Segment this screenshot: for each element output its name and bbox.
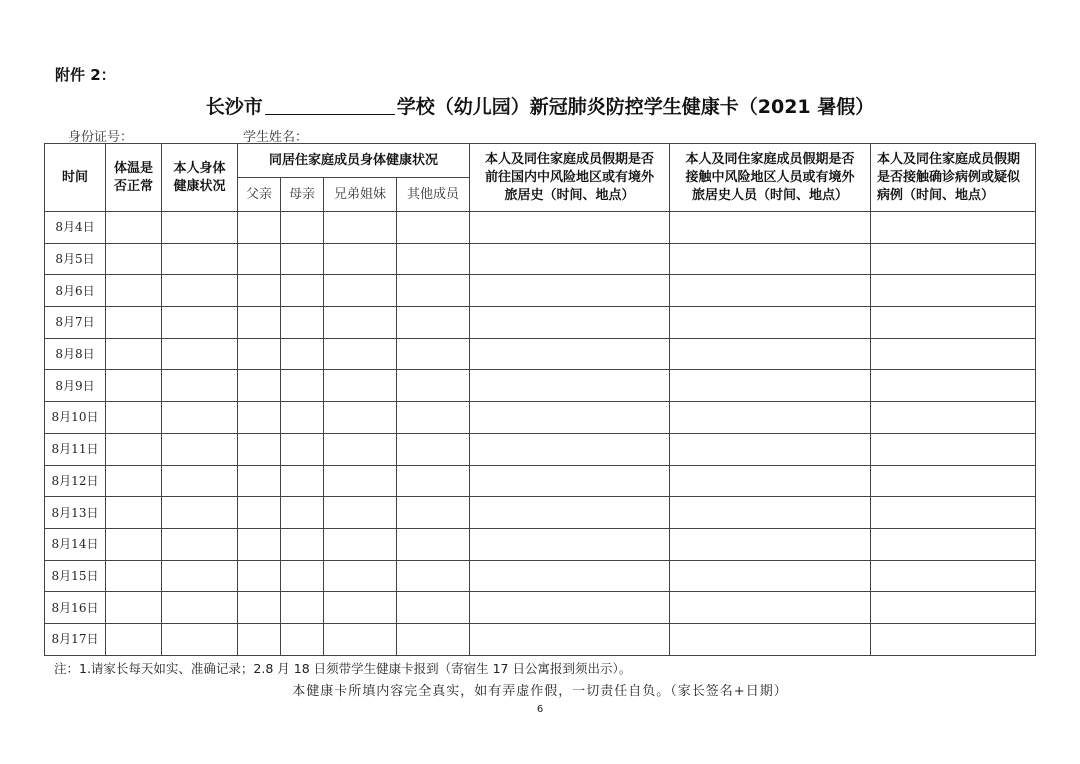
entry-cell[interactable]: [470, 560, 670, 592]
entry-cell[interactable]: [397, 243, 470, 275]
entry-cell[interactable]: [670, 560, 871, 592]
entry-cell[interactable]: [106, 275, 162, 307]
entry-cell[interactable]: [470, 465, 670, 497]
entry-cell[interactable]: [324, 623, 397, 655]
entry-cell[interactable]: [281, 307, 324, 339]
entry-cell[interactable]: [238, 402, 281, 434]
table-row: [45, 243, 1036, 275]
entry-cell[interactable]: [397, 275, 470, 307]
entry-cell[interactable]: [324, 275, 397, 307]
entry-cell[interactable]: [324, 465, 397, 497]
entry-cell[interactable]: [470, 402, 670, 434]
entry-cell[interactable]: [324, 560, 397, 592]
header-mother: 母亲: [281, 178, 324, 212]
entry-cell[interactable]: [162, 243, 238, 275]
entry-cell[interactable]: [397, 212, 470, 244]
row-date: 8月11日: [45, 433, 106, 465]
entry-cell[interactable]: [106, 465, 162, 497]
entry-cell[interactable]: [470, 370, 670, 402]
entry-cell[interactable]: [281, 560, 324, 592]
entry-cell[interactable]: [162, 370, 238, 402]
table-row: [45, 433, 1036, 465]
entry-cell[interactable]: [238, 465, 281, 497]
table-row: [45, 497, 1036, 529]
table-row: [45, 528, 1036, 560]
entry-cell[interactable]: [281, 338, 324, 370]
entry-cell[interactable]: [670, 307, 871, 339]
entry-cell[interactable]: [162, 338, 238, 370]
entry-cell[interactable]: [324, 370, 397, 402]
row-date: 8月4日: [45, 212, 106, 244]
header-temperature: 体温是 否正常: [106, 144, 162, 212]
entry-cell[interactable]: [470, 243, 670, 275]
entry-cell[interactable]: [470, 623, 670, 655]
entry-cell[interactable]: [162, 560, 238, 592]
header-travel-risk: 本人及同住家庭成员假期是否 前往国内中风险地区或有境外 旅居史（时间、地点）: [470, 144, 670, 212]
entry-cell[interactable]: [324, 497, 397, 529]
page-title: [0, 92, 1080, 119]
entry-cell[interactable]: [106, 433, 162, 465]
entry-cell[interactable]: [281, 402, 324, 434]
entry-cell[interactable]: [324, 338, 397, 370]
header-time: 时间: [45, 144, 106, 212]
entry-cell[interactable]: [238, 433, 281, 465]
entry-cell[interactable]: [470, 433, 670, 465]
table-row: [45, 370, 1036, 402]
entry-cell[interactable]: [871, 243, 1036, 275]
row-date: 8月10日: [45, 402, 106, 434]
entry-cell[interactable]: [670, 433, 871, 465]
entry-cell[interactable]: [470, 338, 670, 370]
entry-cell[interactable]: [324, 433, 397, 465]
entry-cell[interactable]: [238, 560, 281, 592]
id-number-label: 身份证号：: [68, 130, 134, 145]
entry-cell[interactable]: [106, 212, 162, 244]
header-father: 父亲: [238, 178, 281, 212]
entry-cell[interactable]: [871, 212, 1036, 244]
entry-cell[interactable]: [871, 497, 1036, 529]
entry-cell[interactable]: [281, 528, 324, 560]
entry-cell[interactable]: [324, 402, 397, 434]
row-date: 8月8日: [45, 338, 106, 370]
entry-cell[interactable]: [670, 592, 871, 624]
entry-cell[interactable]: [281, 433, 324, 465]
header-health: 本人身体 健康状况: [162, 144, 238, 212]
attachment-label: 附件 2：: [55, 66, 116, 84]
entry-cell[interactable]: [238, 243, 281, 275]
entry-cell[interactable]: [670, 528, 871, 560]
entry-cell[interactable]: [238, 592, 281, 624]
row-date: 8月15日: [45, 560, 106, 592]
entry-cell[interactable]: [871, 623, 1036, 655]
table-row: [45, 307, 1036, 339]
table-row: [45, 275, 1036, 307]
table-row: [45, 338, 1036, 370]
entry-cell[interactable]: [106, 592, 162, 624]
entry-cell[interactable]: [670, 212, 871, 244]
table-row: [45, 623, 1036, 655]
entry-cell[interactable]: [670, 275, 871, 307]
table-row: [45, 560, 1036, 592]
entry-cell[interactable]: [281, 243, 324, 275]
entry-cell[interactable]: [397, 592, 470, 624]
note-declaration: 本健康卡所填内容完全真实，如有弄虚作假，一切责任自负。（家长签名+日期）: [292, 684, 788, 699]
entry-cell[interactable]: [397, 370, 470, 402]
row-date: 8月9日: [45, 370, 106, 402]
entry-cell[interactable]: [162, 275, 238, 307]
row-date: 8月14日: [45, 528, 106, 560]
table-body: [45, 212, 1036, 656]
entry-cell[interactable]: [670, 338, 871, 370]
entry-cell[interactable]: [871, 370, 1036, 402]
entry-cell[interactable]: [670, 243, 871, 275]
entry-cell[interactable]: [871, 338, 1036, 370]
entry-cell[interactable]: [106, 243, 162, 275]
header-contact-case: 本人及同住家庭成员假期 是否接触确诊病例或疑似 病例（时间、地点）: [871, 144, 1036, 212]
page-number: 6: [536, 704, 544, 715]
header-siblings: 兄弟姐妹: [324, 178, 397, 212]
entry-cell[interactable]: [162, 307, 238, 339]
entry-cell[interactable]: [162, 433, 238, 465]
entry-cell[interactable]: [106, 307, 162, 339]
entry-cell[interactable]: [871, 560, 1036, 592]
entry-cell[interactable]: [397, 307, 470, 339]
entry-cell[interactable]: [397, 402, 470, 434]
row-date: 8月17日: [45, 623, 106, 655]
entry-cell[interactable]: [397, 560, 470, 592]
entry-cell[interactable]: [238, 370, 281, 402]
entry-cell[interactable]: [670, 402, 871, 434]
entry-cell[interactable]: [281, 592, 324, 624]
entry-cell[interactable]: [470, 592, 670, 624]
row-date: 8月12日: [45, 465, 106, 497]
row-date: 8月7日: [45, 307, 106, 339]
entry-cell[interactable]: [397, 433, 470, 465]
entry-cell[interactable]: [670, 623, 871, 655]
entry-cell[interactable]: [871, 592, 1036, 624]
entry-cell[interactable]: [106, 402, 162, 434]
entry-cell[interactable]: [106, 528, 162, 560]
entry-cell[interactable]: [324, 243, 397, 275]
header-other-members: 其他成员: [397, 178, 470, 212]
entry-cell[interactable]: [162, 402, 238, 434]
entry-cell[interactable]: [106, 338, 162, 370]
entry-cell[interactable]: [281, 370, 324, 402]
entry-cell[interactable]: [281, 212, 324, 244]
entry-cell[interactable]: [871, 402, 1036, 434]
entry-cell[interactable]: [324, 307, 397, 339]
entry-cell[interactable]: [871, 528, 1036, 560]
entry-cell[interactable]: [470, 497, 670, 529]
entry-cell[interactable]: [238, 497, 281, 529]
entry-cell[interactable]: [281, 275, 324, 307]
entry-cell[interactable]: [670, 497, 871, 529]
row-date: 8月5日: [45, 243, 106, 275]
entry-cell[interactable]: [470, 307, 670, 339]
entry-cell[interactable]: [670, 465, 871, 497]
entry-cell[interactable]: [162, 212, 238, 244]
title-suffix: 学校（幼儿园）新冠肺炎防控学生健康卡（2021 暑假）: [396, 96, 875, 118]
entry-cell[interactable]: [871, 465, 1036, 497]
entry-cell[interactable]: [397, 465, 470, 497]
title-prefix: 长沙市: [205, 96, 263, 118]
entry-cell[interactable]: [162, 497, 238, 529]
entry-cell[interactable]: [324, 528, 397, 560]
entry-cell[interactable]: [871, 275, 1036, 307]
entry-cell[interactable]: [670, 370, 871, 402]
entry-cell[interactable]: [238, 307, 281, 339]
entry-cell[interactable]: [162, 528, 238, 560]
entry-cell[interactable]: [106, 623, 162, 655]
entry-cell[interactable]: [397, 497, 470, 529]
note-instructions: 注：1.请家长每天如实、准确记录；2.8 月 18 日须带学生健康卡报到（寄宿生 17 日公寓报到须出示）。: [54, 661, 632, 676]
row-date: 8月13日: [45, 497, 106, 529]
header-family-health: 同居住家庭成员身体健康状况: [238, 144, 470, 178]
entry-cell[interactable]: [324, 592, 397, 624]
table-row: [45, 402, 1036, 434]
entry-cell[interactable]: [324, 212, 397, 244]
health-card-table: [44, 143, 1036, 656]
entry-cell[interactable]: [470, 212, 670, 244]
student-name-label: 学生姓名：: [243, 130, 309, 145]
entry-cell[interactable]: [470, 528, 670, 560]
entry-cell[interactable]: [162, 623, 238, 655]
entry-cell[interactable]: [397, 338, 470, 370]
table-row: [45, 212, 1036, 244]
entry-cell[interactable]: [470, 275, 670, 307]
entry-cell[interactable]: [281, 497, 324, 529]
table-row: [45, 465, 1036, 497]
table-row: [45, 592, 1036, 624]
entry-cell[interactable]: [238, 623, 281, 655]
entry-cell[interactable]: [281, 465, 324, 497]
row-date: 8月6日: [45, 275, 106, 307]
school-name-blank[interactable]: [265, 96, 395, 115]
entry-cell[interactable]: [106, 560, 162, 592]
entry-cell[interactable]: [397, 528, 470, 560]
entry-cell[interactable]: [871, 433, 1036, 465]
entry-cell[interactable]: [238, 528, 281, 560]
header-contact-risk: 本人及同住家庭成员假期是否 接触中风险地区人员或有境外 旅居史人员（时间、地点）: [670, 144, 871, 212]
entry-cell[interactable]: [162, 465, 238, 497]
entry-cell[interactable]: [238, 275, 281, 307]
entry-cell[interactable]: [281, 623, 324, 655]
entry-cell[interactable]: [238, 338, 281, 370]
entry-cell[interactable]: [106, 497, 162, 529]
row-date: 8月16日: [45, 592, 106, 624]
entry-cell[interactable]: [162, 592, 238, 624]
entry-cell[interactable]: [397, 623, 470, 655]
entry-cell[interactable]: [871, 307, 1036, 339]
entry-cell[interactable]: [238, 212, 281, 244]
entry-cell[interactable]: [106, 370, 162, 402]
